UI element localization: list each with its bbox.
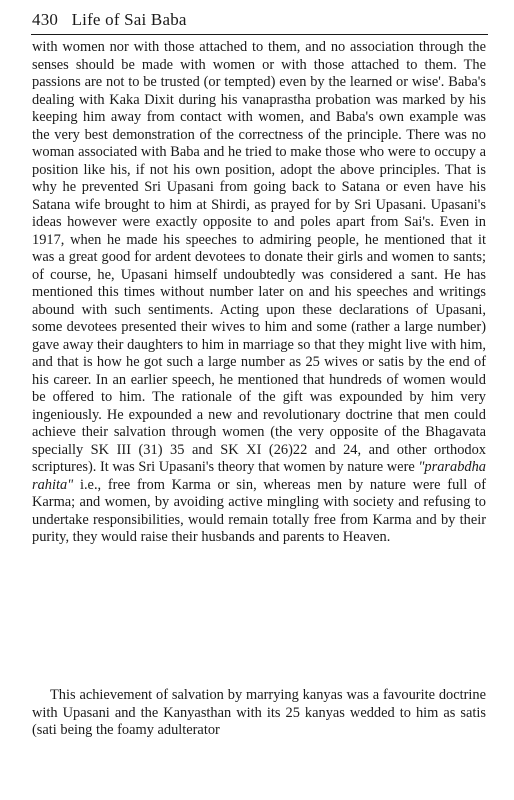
- paragraph-2: [32, 687, 486, 740]
- italic-term-prarabdha-rahita: "prarabdha rahita": [32, 459, 486, 493]
- paragraph-1-text-part-2: i.e., free from Karma or sin, whereas men by nature were full of Karma; and women, by avoiding active mingling with society and refusing to undertake responsibilities, would remain totally free from Karma and by their purity, they would raise their husbands and parents to Heaven.: [32, 476, 486, 545]
- page-number: 430: [32, 10, 59, 29]
- paragraph-1-text: [32, 39, 486, 547]
- header-rule: [31, 34, 488, 35]
- paragraph-1-text-part-1: with women nor with those attached to them, and no association through the senses should be made with women or with those attached to them. The passions are not to be trusted (or tempted) even by the learned or wise'. Baba's dealing with Kaka Dixit during his vanaprastha probation was marked by his keeping him away from contact with women, and Baba's own example was the very best demonstration of the correctness of the principle. There was no woman associated with Baba and he tried to make those who were to occupy a position like his, if not his own position, adopt the above principles. That is why he prevented Sri Upasani from going back to Satana or even have his Satana wife brought to him at Shirdi, as prayed for by Sri Upasani. Upasani's ideas however were exactly opposite to and poles apart from Sai's. Even in 1917, when he made his speeches to admiring people, he mentioned that it was a great good for ardent devotees to donate their girls and women to sants; of course, he, Upasani himself undoubtedly was considered a sant. He has mentioned this times without number later on and his speeches and writings abound with such sentiments. Acting upon these declarations of Upasani, some devotees presented their wives to him and some (rather a large number) gave away their daughters to him in marriage so that they might live with him, and that is how he got such a large number as 25 wives or satis by the end of his career. In an earlier speech, he mentioned that hundreds of women would be offered to him. The rationale of the gift was expounded by him very ingeniously. He expounded a new and revolutionary doctrine that men could achieve their salvation through women (the very opposite of the Bhagavata specially SK III (31) 35 and SK XI (26)22 and 24, and other orthodox scriptures). It was Sri Upasani's theory that women by nature were: [32, 39, 486, 475]
- paragraph-1: [32, 39, 486, 547]
- running-title: Life of Sai Baba: [71, 10, 187, 29]
- paragraph-2-text: This achievement of salvation by marrying kanyas was a favourite doctrine with Upasani and the Kanyasthan with its 25 kanyas wedded to him as satis (sati being the foamy adulterator: [32, 687, 486, 738]
- running-header: [32, 10, 187, 30]
